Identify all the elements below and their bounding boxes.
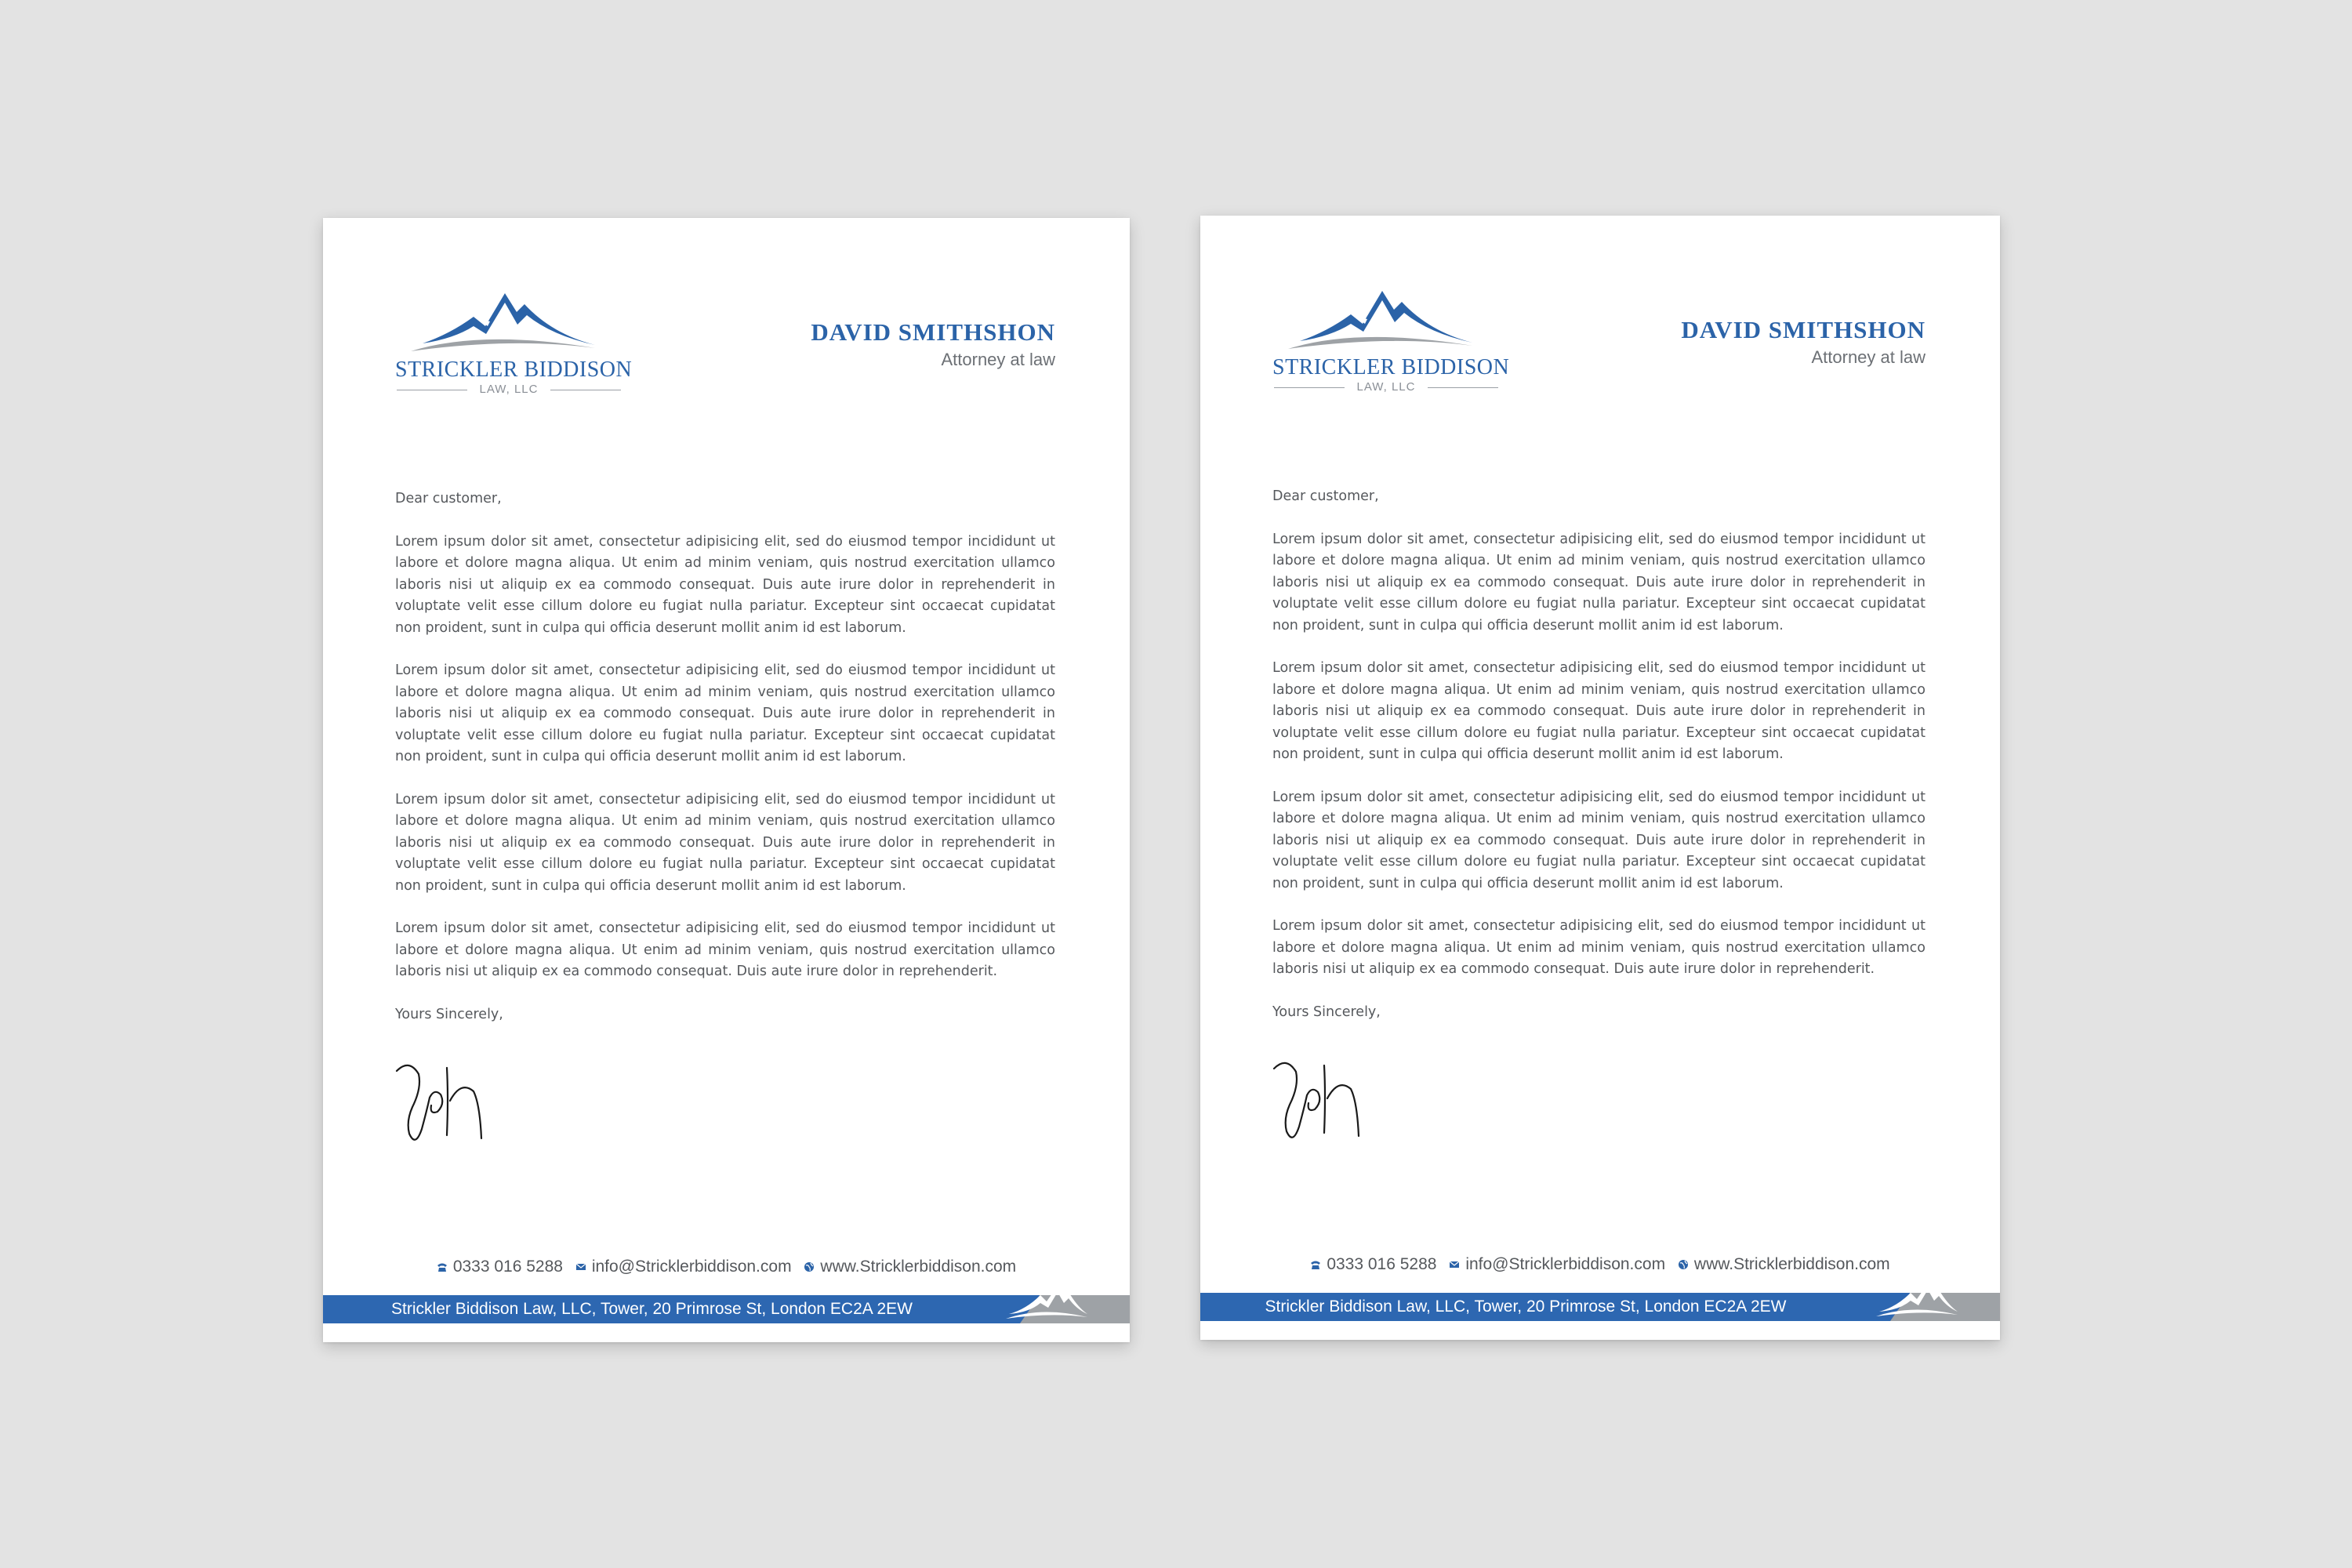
contact-email [575, 1258, 792, 1276]
logo-company-suffix: LAW, LLC [1356, 380, 1416, 394]
mountain-icon [1003, 1283, 1089, 1320]
logo-company-name: STRICKLER BIDDISON [395, 358, 633, 382]
contact-website [1678, 1255, 1890, 1274]
globe-icon [1678, 1259, 1689, 1270]
sender-block [811, 318, 1055, 370]
company-logo [1272, 285, 1510, 402]
contact-website [804, 1258, 1016, 1276]
email-address[interactable]: info@Stricklerbiddison.com [591, 1258, 792, 1276]
website-url[interactable]: www.Stricklerbiddison.com [820, 1258, 1017, 1276]
letter-closing: Yours Sincerely, [1272, 1004, 1381, 1020]
globe-icon [804, 1261, 815, 1272]
sender-name: DAVID SMITHSHON [1681, 316, 1926, 343]
letter-paragraph: Lorem ipsum dolor sit amet, consectetur adipisicing elit, sed do eiusmod tempor incididunt ut labore et dolore magna aliqua. Ut enim ad minim veniam, quis nostrud exercitation ullamco laboris nisi ut aliquip ex ea commodo consequat. Duis aute irure dolor in reprehenderit. [1272, 918, 1926, 977]
letter-salutation: Dear customer, [395, 491, 502, 506]
contact-phone [1310, 1255, 1436, 1274]
signature [1272, 1054, 1374, 1149]
letter-body [1272, 486, 1926, 1023]
phone-number: 0333 016 5288 [1327, 1255, 1437, 1274]
mountain-icon [1272, 285, 1500, 355]
signature [395, 1057, 497, 1151]
contact-line [323, 1258, 1130, 1276]
phone-icon [437, 1261, 448, 1272]
letter-paragraph: Lorem ipsum dolor sit amet, consectetur adipisicing elit, sed do eiusmod tempor incididunt ut labore et dolore magna aliqua. Ut enim ad minim veniam, quis nostrud exercitation ullamco laboris nisi ut aliquip ex ea commodo consequat. Duis aute irure dolor in reprehenderit in voluptate velit esse cillum dolore eu fugiat nulla pariatur. Excepteur sint occaecat cupidatat non proident, sunt in culpa qui officia deserunt mollit anim id est laborum. [395, 533, 1055, 636]
sender-name: DAVID SMITHSHON [811, 318, 1055, 346]
letter-salutation: Dear customer, [1272, 488, 1379, 504]
letterhead-page-right [1200, 216, 2000, 1340]
letter-paragraph: Lorem ipsum dolor sit amet, consectetur adipisicing elit, sed do eiusmod tempor incididunt ut labore et dolore magna aliqua. Ut enim ad minim veniam, quis nostrud exercitation ullamco laboris nisi ut aliquip ex ea commodo consequat. Duis aute irure dolor in reprehenderit in voluptate velit esse cillum dolore eu fugiat nulla pariatur. Excepteur sint occaecat cupidatat non proident, sunt in culpa qui officia deserunt mollit anim id est laborum. [395, 662, 1055, 764]
sender-title: Attorney at law [941, 350, 1055, 369]
letter-paragraph: Lorem ipsum dolor sit amet, consectetur adipisicing elit, sed do eiusmod tempor incididunt ut labore et dolore magna aliqua. Ut enim ad minim veniam, quis nostrud exercitation ullamco laboris nisi ut aliquip ex ea commodo consequat. Duis aute irure dolor in reprehenderit in voluptate velit esse cillum dolore eu fugiat nulla pariatur. Excepteur sint occaecat cupidatat non proident, sunt in culpa qui officia deserunt mollit anim id est laborum. [1272, 789, 1926, 891]
contact-email [1449, 1255, 1665, 1274]
logo-company-suffix: LAW, LLC [479, 383, 539, 396]
contact-phone [437, 1258, 563, 1276]
phone-icon [1310, 1259, 1321, 1270]
sender-block [1681, 316, 1926, 368]
mountain-icon [395, 287, 622, 358]
footer-address: Strickler Biddison Law, LLC, Tower, 20 Primrose St, London EC2A 2EW [391, 1300, 913, 1318]
company-logo [395, 287, 633, 405]
letterhead-page-left [323, 218, 1130, 1342]
website-url[interactable]: www.Stricklerbiddison.com [1693, 1255, 1890, 1274]
mountain-icon [1873, 1280, 1959, 1318]
letter-paragraph: Lorem ipsum dolor sit amet, consectetur adipisicing elit, sed do eiusmod tempor incididunt ut labore et dolore magna aliqua. Ut enim ad minim veniam, quis nostrud exercitation ullamco laboris nisi ut aliquip ex ea commodo consequat. Duis aute irure dolor in reprehenderit in voluptate velit esse cillum dolore eu fugiat nulla pariatur. Excepteur sint occaecat cupidatat non proident, sunt in culpa qui officia deserunt mollit anim id est laborum. [395, 791, 1055, 894]
contact-line [1200, 1255, 2000, 1274]
letter-paragraph: Lorem ipsum dolor sit amet, consectetur adipisicing elit, sed do eiusmod tempor incididunt ut labore et dolore magna aliqua. Ut enim ad minim veniam, quis nostrud exercitation ullamco laboris nisi ut aliquip ex ea commodo consequat. Duis aute irure dolor in reprehenderit in voluptate velit esse cillum dolore eu fugiat nulla pariatur. Excepteur sint occaecat cupidatat non proident, sunt in culpa qui officia deserunt mollit anim id est laborum. [1272, 531, 1926, 633]
email-address[interactable]: info@Stricklerbiddison.com [1465, 1255, 1666, 1274]
letter-paragraph: Lorem ipsum dolor sit amet, consectetur adipisicing elit, sed do eiusmod tempor incididunt ut labore et dolore magna aliqua. Ut enim ad minim veniam, quis nostrud exercitation ullamco laboris nisi ut aliquip ex ea commodo consequat. Duis aute irure dolor in reprehenderit. [395, 920, 1055, 979]
phone-number: 0333 016 5288 [452, 1258, 563, 1276]
email-icon [1449, 1259, 1460, 1270]
sender-title: Attorney at law [1811, 347, 1926, 367]
logo-company-name: STRICKLER BIDDISON [1272, 355, 1510, 379]
letter-paragraph: Lorem ipsum dolor sit amet, consectetur adipisicing elit, sed do eiusmod tempor incididunt ut labore et dolore magna aliqua. Ut enim ad minim veniam, quis nostrud exercitation ullamco laboris nisi ut aliquip ex ea commodo consequat. Duis aute irure dolor in reprehenderit in voluptate velit esse cillum dolore eu fugiat nulla pariatur. Excepteur sint occaecat cupidatat non proident, sunt in culpa qui officia deserunt mollit anim id est laborum. [1272, 660, 1926, 762]
logo-divider-right [1428, 387, 1498, 388]
letter-body [395, 488, 1055, 1025]
letter-closing: Yours Sincerely, [395, 1006, 503, 1022]
footer-address: Strickler Biddison Law, LLC, Tower, 20 Primrose St, London EC2A 2EW [1265, 1298, 1787, 1316]
email-icon [575, 1261, 586, 1272]
